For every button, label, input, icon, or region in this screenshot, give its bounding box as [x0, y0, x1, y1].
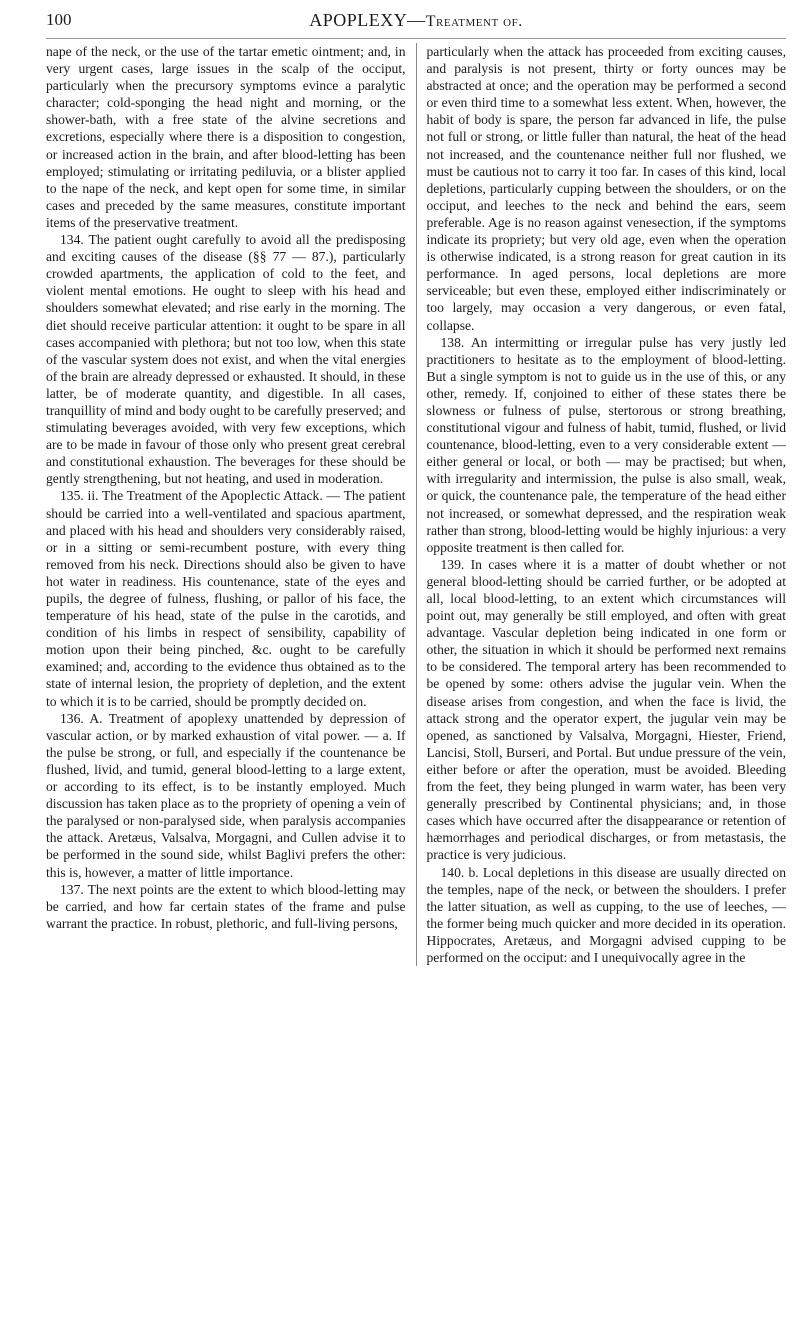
- paragraph: particularly when the attack has proceeded from exciting causes, and paralysis is not present, thirty or forty ounces may be abstracted at once; and the operation may be performed a second or even third time to a somewhat less extent. When, however, the habit of body is spare, the person far advanced in life, the pulse not full or strong, or little fuller than natural, the heat of the head not increased, and the countenance neither full nor flushed, we must be cautious not to carry it too far. In cases of this kind, local depletions, particularly cupping between the shoulders, or on the occiput, and leeches to the neck and behind the ears, seem preferable. Age is no reason against venesection, if the symptoms indicate its propriety; but very old age, even when the operation is otherwise indicated, is a strong reason for great caution in its performance. In aged persons, local depletions are more serviceable; but even these, employed either indiscriminately or too largely, may occasion a very dangerous, or even fatal, collapse.: [426, 44, 786, 333]
- paragraph-138: 138. An intermitting or irregular pulse has very justly led practitioners to hesitate as to the employment of blood-letting. But a single symptom is not to guide us in the use of this, or any other, remedy. If, conjoined to either of these states there be slowness or fulness of pulse, stertorous or strong breathing, constitutional vigour and fulness of habit, tumid, flushed, or livid countenance, blood-letting, even to a very considerable extent — either general or local, or both — may be practised; but when, with irregularity and intermission, the pulse is also small, weak, or quick, the countenance pale, the temperature of the head either not increased, or somewhat depressed, and the respiration weak rather than strong, blood-letting would be highly injurious: a very opposite treatment is then called for.: [426, 334, 786, 555]
- column-divider: [416, 43, 417, 966]
- title-main: APOPLEXY: [309, 10, 408, 30]
- paragraph-135: 135. ii. The Treatment of the Apoplectic Attack. — The patient should be carried into a well-ventilated and spacious apartment, and placed with his head and shoulders very considerably raised, or in a sitting or semi-recumbent posture, with every thing removed from his neck. Directions should also be given to have hot water in readiness. His countenance, state of the eyes and pupils, the degree of fulness, flushing, or pallor of his face, the temperature of his head, state of the pulse in the carotids, and condition of his limbs in respect of sensibility, capability of motion upon their being pinched, &c. ought to be carefully examined; and, according to the evidence thus obtained as to the state of internal lesion, the propriety of depletion, and the extent to which it is to be carried, should be promptly decided on.: [46, 488, 406, 709]
- left-column: [46, 43, 406, 966]
- paragraph-140: 140. b. Local depletions in this disease are usually directed on the temples, nape of the neck, or between the shoulders. I prefer the latter situation, as well as cupping, to the use of leeches, — the former being much quicker and more decided in its operation. Hippocrates, Aretæus, and Morgagni advised cupping to be performed on the occiput: and I unequivocally agree in the: [426, 864, 786, 965]
- running-title: APOPLEXY—Treatment of.: [309, 10, 523, 30]
- running-head: [46, 10, 786, 39]
- paragraph-137: 137. The next points are the extent to which blood-letting may be carried, and how far certain states of the frame and pulse warrant the practice. In robust, plethoric, and full-living persons,: [46, 881, 406, 931]
- paragraph-139: 139. In cases where it is a matter of doubt whether or not general blood-letting should be carried further, or be adopted at all, local blood-letting, to an extent which circumstances will point out, may generally be still employed, and often with great advantage. Vascular depletion being indicated in one form or other, the situation in which it should be performed next remains to be considered. The temporal artery has been recommended to be opened by some: others advise the jugular vein. When the disease arises from congestion, and when the face is livid, the attack strong and the operator expert, the jugular vein may be opened, as sanctioned by Valsalva, Morgagni, Hiester, Friend, Lancisi, Stoll, Burseri, and Portal. But undue pressure of the vein, either before or after the operation, must be avoided. Bleeding from the feet, they being plunged in warm water, has been very generally prescribed by Continental physicians; and, in those cases which have occurred after the disappearance or retention of hæmorrhages and periodical discharges, or from metastasis, the practice is very judicious.: [426, 556, 786, 863]
- paragraph: nape of the neck, or the use of the tartar emetic ointment; and, in very urgent cases, large issues in the scalp of the occiput, particularly when the precursory symptoms evince a paralytic character; cold-sponging the head night and morning, or the shower-bath, with a free state of the alvine secretions and excretions, especially where there is a disposition to congestion, or increased action in the brain, and after blood-letting has been employed; stimulating or irritating pediluvia, or a blister applied to the nape of the neck, and kept open for some time, in similar cases and preceded by the same measures, constitute important items of the preservative treatment.: [46, 44, 406, 230]
- right-column: [427, 43, 787, 966]
- paragraph-134: 134. The patient ought carefully to avoid all the predisposing and exciting causes of the disease (§§ 77 — 87.), particularly crowded apartments, the application of cold to the feet, and violent mental emotions. He ought to sleep with his head and shoulders somewhat elevated; and rise early in the morning. The diet should receive particular attention: it ought to be spare in all cases accompanied with plethora; but not too low, when this state of the vascular system does not exist, and when the vital energies of the brain are already depressed or exhausted. It should, in these latter, be of moderate quantity, and digestible. In all cases, tranquillity of mind and body ought to be carefully preserved; and stimulating beverages avoided, with very few exceptions, which are to be made in favour of those only who present great cerebral and constitutional exhaustion. The beverages for these should be gently strengthening, but not heating, and used in moderation.: [46, 232, 406, 487]
- paragraph-136: 136. A. Treatment of apoplexy unattended by depression of vascular action, or by marked exhaustion of vital power. — a. If the pulse be strong, or full, and especially if the countenance be flushed, livid, and tumid, general blood-letting to a large extent, or according to its effect, is to be instantly employed. Much discussion has taken place as to the propriety of opening a vein of the paralysed or non-paralysed side, when paralysis accompanies the attack. Aretæus, Valsalva, Morgagni, and Cullen advise it to be performed in the sound side, whilst Baglivi prefers the other: this is, however, a matter of little importance.: [46, 710, 406, 880]
- title-sub: Treatment of.: [425, 13, 523, 30]
- page-number: 100: [46, 10, 72, 29]
- text-columns: [46, 43, 786, 966]
